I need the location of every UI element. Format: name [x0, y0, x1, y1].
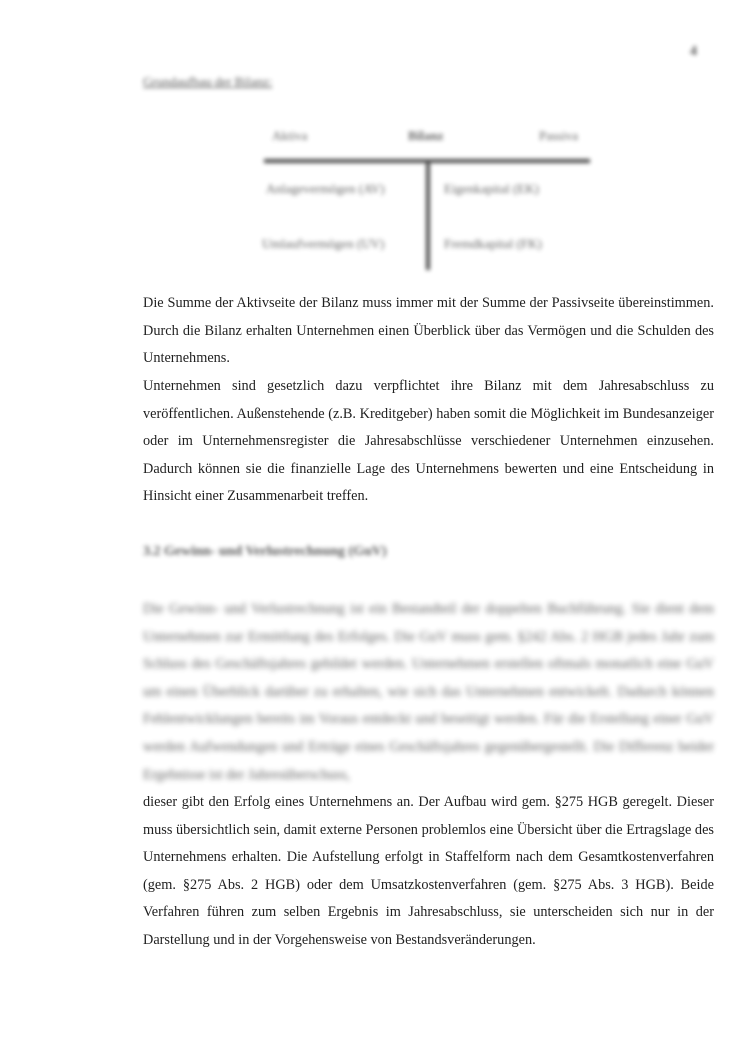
paragraph-guv-visible: dieser gibt den Erfolg eines Unternehmens an. Der Aufbau wird gem. §275 HGB geregelt. Dieser muss übersichtlich sein, damit externe Personen problemlos eine Übersicht über die Ertragslage des Unternehmens erhalten. Die Aufstellung erfolgt in Staffelform nach dem Gesamtkostenverfahren (gem. §275 Abs. 2 HGB) oder dem Umsatzkostenverfahren (gem. §275 Abs. 3 HGB). Beide Verfahren führen zum selben Ergebnis im Jahresabschluss, sie unterscheiden sich nur in der Darstellung und in der Vorgehensweise von Bestandsveränderungen.: [143, 794, 714, 948]
balance-current-assets: Umlaufvermögen (UV): [262, 236, 385, 251]
balance-t-account: [262, 122, 592, 272]
balance-debt: Fremdkapital (FK): [444, 236, 542, 251]
paragraph-guv-blurred: Die Gewinn- und Verlustrechnung ist ein Bestandteil der doppelten Buchführung. Sie dient dem Unternehmen zur Ermittlung des Erfolges. Die GuV muss gem. §242 Abs. 2 HGB jedes Jahr zum Schluss des Geschäftsjahres gebildet werden. Unternehmen erstellen oftmals monatlich eine GuV um einen Überblick darüber zu erhalten, wie sich das Unternehmen entwickelt. Dadurch können Fehlentwicklungen bereits im Voraus entdeckt und beseitigt werden. Für die Erstellung einer GuV werden Aufwendungen und Erträge eines Geschäftsjahres gegenübergestellt. Die Differenz beider Ergebnisse ist der Jahresüberschuss,: [143, 601, 714, 783]
balance-liabilities-header: Passiva: [539, 128, 578, 143]
page-number: 4: [690, 44, 697, 59]
section-heading-guv: 3.2 Gewinn- und Verlustrechnung (GuV): [143, 544, 387, 559]
balance-heading: Grundaufbau der Bilanz:: [143, 74, 273, 89]
balance-equity: Eigenkapital (EK): [444, 181, 539, 196]
balance-vertical-rule: [426, 159, 430, 270]
balance-assets-header: Aktiva: [272, 128, 308, 143]
paragraph-publication: Unternehmen sind gesetzlich dazu verpflichtet ihre Bilanz mit dem Jahresabschluss zu veröffentlichen. Außenstehende (z.B. Kreditgeber) haben somit die Möglichkeit im Bundesanzeiger oder im Unternehmensregister die Jahresabschlüsse verschiedener Unternehmen einzusehen. Dadurch können sie die finanzielle Lage des Unternehmens bewerten und eine Entscheidung in Hinsicht einer Zusammenarbeit treffen.: [143, 378, 714, 505]
balance-fixed-assets: Anlagevermögen (AV): [266, 181, 385, 196]
paragraph-balance-sum: Die Summe der Aktivseite der Bilanz muss immer mit der Summe der Passivseite übereinstimmen. Durch die Bilanz erhalten Unternehmen einen Überblick über das Vermögen und die Schulden des Unternehmens.: [143, 295, 714, 367]
balance-title: Bilanz: [408, 128, 444, 143]
